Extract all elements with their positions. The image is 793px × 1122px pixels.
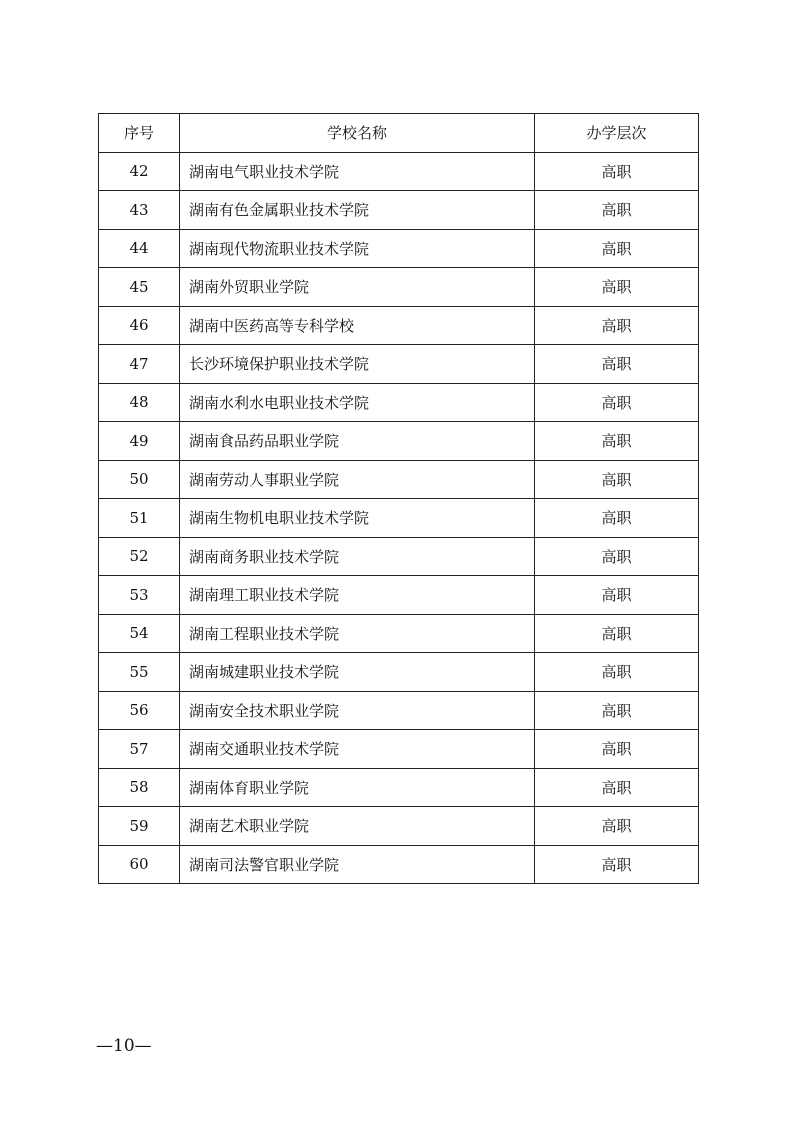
row-index: 50 xyxy=(99,460,180,499)
row-school-name: 湖南体育职业学院 xyxy=(180,768,535,807)
row-index: 42 xyxy=(99,152,180,191)
row-school-name: 湖南工程职业技术学院 xyxy=(180,614,535,653)
row-index: 49 xyxy=(99,422,180,461)
school-list-table xyxy=(98,113,699,884)
row-school-name: 长沙环境保护职业技术学院 xyxy=(180,345,535,384)
table-body xyxy=(99,152,699,884)
row-index: 47 xyxy=(99,345,180,384)
row-school-name: 湖南理工职业技术学院 xyxy=(180,576,535,615)
row-index: 43 xyxy=(99,191,180,230)
row-level: 高职 xyxy=(535,614,699,653)
table-row xyxy=(99,807,699,846)
row-school-name: 湖南外贸职业学院 xyxy=(180,268,535,307)
row-level: 高职 xyxy=(535,191,699,230)
row-school-name: 湖南水利水电职业技术学院 xyxy=(180,383,535,422)
row-index: 54 xyxy=(99,614,180,653)
table-row xyxy=(99,268,699,307)
row-level: 高职 xyxy=(535,268,699,307)
row-level: 高职 xyxy=(535,460,699,499)
table-row xyxy=(99,730,699,769)
row-school-name: 湖南电气职业技术学院 xyxy=(180,152,535,191)
row-index: 53 xyxy=(99,576,180,615)
table-row xyxy=(99,422,699,461)
row-index: 48 xyxy=(99,383,180,422)
row-school-name: 湖南现代物流职业技术学院 xyxy=(180,229,535,268)
header-index: 序号 xyxy=(99,114,180,153)
table-header xyxy=(99,114,699,153)
row-level: 高职 xyxy=(535,345,699,384)
row-level: 高职 xyxy=(535,383,699,422)
row-level: 高职 xyxy=(535,537,699,576)
table-row xyxy=(99,383,699,422)
row-level: 高职 xyxy=(535,229,699,268)
header-school-name: 学校名称 xyxy=(180,114,535,153)
table-row xyxy=(99,152,699,191)
row-index: 56 xyxy=(99,691,180,730)
row-school-name: 湖南劳动人事职业学院 xyxy=(180,460,535,499)
row-index: 59 xyxy=(99,807,180,846)
row-index: 45 xyxy=(99,268,180,307)
row-school-name: 湖南城建职业技术学院 xyxy=(180,653,535,692)
row-level: 高职 xyxy=(535,653,699,692)
row-level: 高职 xyxy=(535,422,699,461)
table-row xyxy=(99,499,699,538)
row-level: 高职 xyxy=(535,576,699,615)
row-level: 高职 xyxy=(535,691,699,730)
table-row xyxy=(99,653,699,692)
table-row xyxy=(99,614,699,653)
page-number: —10— xyxy=(96,1036,152,1056)
row-index: 60 xyxy=(99,845,180,884)
row-school-name: 湖南有色金属职业技术学院 xyxy=(180,191,535,230)
row-index: 44 xyxy=(99,229,180,268)
row-level: 高职 xyxy=(535,807,699,846)
row-school-name: 湖南安全技术职业学院 xyxy=(180,691,535,730)
row-school-name: 湖南商务职业技术学院 xyxy=(180,537,535,576)
row-level: 高职 xyxy=(535,768,699,807)
row-level: 高职 xyxy=(535,845,699,884)
table-row xyxy=(99,537,699,576)
header-row xyxy=(99,114,699,153)
table-row xyxy=(99,768,699,807)
row-level: 高职 xyxy=(535,152,699,191)
row-school-name: 湖南艺术职业学院 xyxy=(180,807,535,846)
row-school-name: 湖南司法警官职业学院 xyxy=(180,845,535,884)
header-level: 办学层次 xyxy=(535,114,699,153)
row-school-name: 湖南食品药品职业学院 xyxy=(180,422,535,461)
table-row xyxy=(99,191,699,230)
row-school-name: 湖南交通职业技术学院 xyxy=(180,730,535,769)
table-row xyxy=(99,229,699,268)
row-level: 高职 xyxy=(535,306,699,345)
table-row xyxy=(99,576,699,615)
row-school-name: 湖南生物机电职业技术学院 xyxy=(180,499,535,538)
row-index: 46 xyxy=(99,306,180,345)
table-row xyxy=(99,345,699,384)
row-index: 51 xyxy=(99,499,180,538)
row-index: 55 xyxy=(99,653,180,692)
row-index: 52 xyxy=(99,537,180,576)
table-row xyxy=(99,845,699,884)
table-row xyxy=(99,460,699,499)
row-level: 高职 xyxy=(535,499,699,538)
table-row xyxy=(99,306,699,345)
row-level: 高职 xyxy=(535,730,699,769)
row-index: 57 xyxy=(99,730,180,769)
row-school-name: 湖南中医药高等专科学校 xyxy=(180,306,535,345)
table-row xyxy=(99,691,699,730)
row-index: 58 xyxy=(99,768,180,807)
